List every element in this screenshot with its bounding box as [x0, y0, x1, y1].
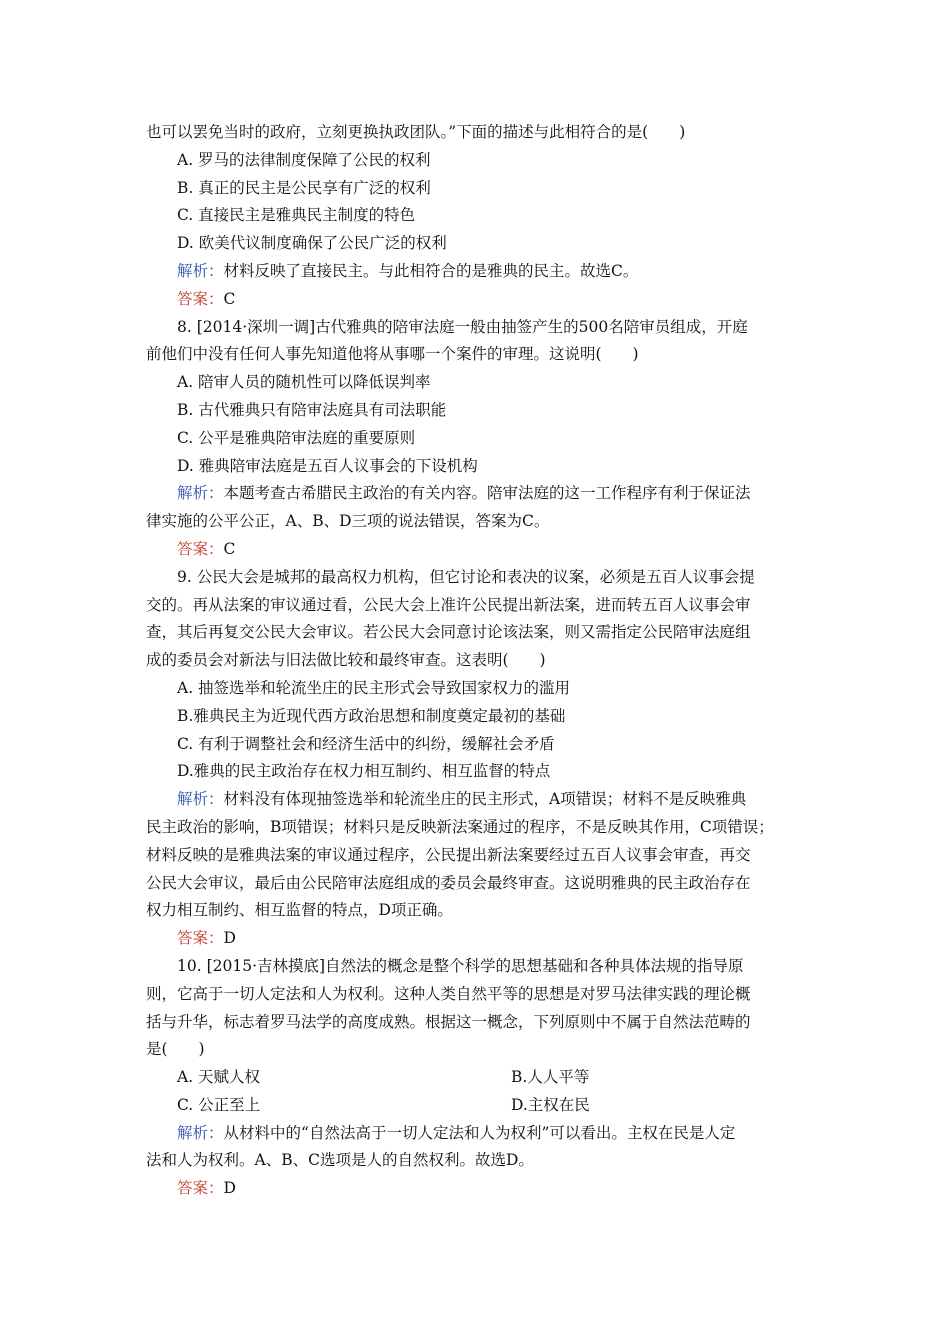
- answer-label: 答案：: [177, 289, 224, 308]
- answer-label: 答案：: [177, 929, 224, 948]
- q7-answer: [146, 286, 814, 314]
- q9-analysis-cont: 公民大会审议，最后由公民陪审法庭组成的委员会最终审查。这说明雅典的民主政治存在: [146, 873, 751, 892]
- q10-option-a: A. 天赋人权: [177, 1068, 261, 1087]
- q8-stem-line: 前他们中没有任何人事先知道他将从事哪一个案件的审理。这说明( ): [146, 345, 639, 364]
- q8-option-a: A. 陪审人员的随机性可以降低误判率: [177, 373, 431, 392]
- analysis-label: 解析：: [177, 484, 224, 503]
- answer-value: D: [223, 1179, 236, 1198]
- answer-label: 答案：: [177, 1179, 224, 1198]
- q7-option-b: B. 真正的民主是公民享有广泛的权利: [177, 178, 431, 197]
- q10-answer: [146, 1175, 814, 1203]
- q10-analysis: [146, 1120, 814, 1148]
- q8-option-b: B. 古代雅典只有陪审法庭具有司法职能: [177, 400, 447, 419]
- q8-option-d: D. 雅典陪审法庭是五百人议事会的下设机构: [177, 456, 478, 475]
- q10-stem-line: 则，它高于一切人定法和人为权利。这种人类自然平等的思想是对罗马法律实践的理论概: [146, 984, 751, 1003]
- q9-stem-line: 9. 公民大会是城邦的最高权力机构，但它讨论和表决的议案，必须是五百人议事会提: [177, 567, 755, 586]
- analysis-text: 从材料中的“自然法高于一切人定法和人为权利”可以看出。主权在民是人定: [223, 1123, 736, 1142]
- q10-stem-line: 括与升华，标志着罗马法学的高度成熟。根据这一概念，下列原则中不属于自然法范畴的: [146, 1012, 751, 1031]
- q7-option-a: A. 罗马的法律制度保障了公民的权利: [177, 150, 431, 169]
- q9-analysis-cont: 民主政治的影响，B项错误；材料只是反映新法案通过的程序，不是反映其作用，C项错误；: [146, 817, 774, 836]
- answer-value: C: [223, 539, 236, 558]
- q9-option-b: B.雅典民主为近现代西方政治思想和制度奠定最初的基础: [177, 706, 566, 725]
- q9-option-c: C. 有利于调整社会和经济生活中的纠纷，缓解社会矛盾: [177, 734, 555, 753]
- q9-analysis: [146, 786, 814, 814]
- q9-stem-line: 成的委员会对新法与旧法做比较和最终审查。这表明( ): [146, 651, 546, 670]
- q10-options-row: [146, 1092, 814, 1120]
- q9-analysis-cont: 权力相互制约、相互监督的特点，D项正确。: [146, 901, 453, 920]
- q10-analysis-cont: 法和人为权利。A、B、C选项是人的自然权利。故选D。: [146, 1151, 534, 1170]
- q9-stem-line: 交的。再从法案的审议通过看，公民大会上准许公民提出新法案，进而转五百人议事会审: [146, 595, 751, 614]
- q8-analysis: [146, 480, 814, 508]
- q9-analysis-cont: 材料反映的是雅典法案的审议通过程序，公民提出新法案要经过五百人议事会审查，再交: [146, 845, 751, 864]
- q8-stem-line: 8. [2014·深圳一调]古代雅典的陪审法庭一般由抽签产生的500名陪审员组成，开庭: [177, 317, 748, 336]
- q8-option-c: C. 公平是雅典陪审法庭的重要原则: [177, 428, 416, 447]
- analysis-label: 解析：: [177, 261, 224, 280]
- q10-option-d: D.主权在民: [511, 1095, 590, 1114]
- analysis-text: 本题考查古希腊民主政治的有关内容。陪审法庭的这一工作程序有利于保证法: [223, 484, 751, 503]
- analysis-text: 材料反映了直接民主。与此相符合的是雅典的民主。故选C。: [223, 261, 639, 280]
- answer-label: 答案：: [177, 539, 224, 558]
- q8-answer: [146, 536, 814, 564]
- q10-option-b: B.人人平等: [511, 1068, 590, 1087]
- q7-option-c: C. 直接民主是雅典民主制度的特色: [177, 206, 416, 225]
- q10-options-row: [146, 1064, 814, 1092]
- document-page: [146, 119, 814, 1203]
- q9-answer: [146, 925, 814, 953]
- analysis-label: 解析：: [177, 1123, 224, 1142]
- q10-stem-line: 10. [2015·吉林摸底]自然法的概念是整个科学的思想基础和各种具体法规的指导原: [177, 956, 744, 975]
- q9-option-a: A. 抽签选举和轮流坐庄的民主形式会导致国家权力的滥用: [177, 678, 571, 697]
- q8-analysis-cont: 律实施的公平公正，A、B、D三项的说法错误，答案为C。: [146, 512, 550, 531]
- q10-option-c: C. 公正至上: [177, 1095, 261, 1114]
- q7-stem-line: 也可以罢免当时的政府，立刻更换执政团队。”下面的描述与此相符合的是( ): [146, 123, 686, 141]
- answer-value: D: [223, 929, 236, 948]
- analysis-text: 材料没有体现抽签选举和轮流坐庄的民主形式，A项错误；材料不是反映雅典: [223, 790, 747, 809]
- analysis-label: 解析：: [177, 790, 224, 809]
- q7-option-d: D. 欧美代议制度确保了公民广泛的权利: [177, 234, 447, 253]
- answer-value: C: [223, 289, 236, 308]
- q10-stem-line: 是( ): [146, 1040, 205, 1059]
- q9-option-d: D.雅典的民主政治存在权力相互制约、相互监督的特点: [177, 762, 551, 781]
- q9-stem-line: 查，其后再复交公民大会审议。若公民大会同意讨论该法案，则又需指定公民陪审法庭组: [146, 623, 751, 642]
- q7-analysis: [146, 258, 814, 286]
